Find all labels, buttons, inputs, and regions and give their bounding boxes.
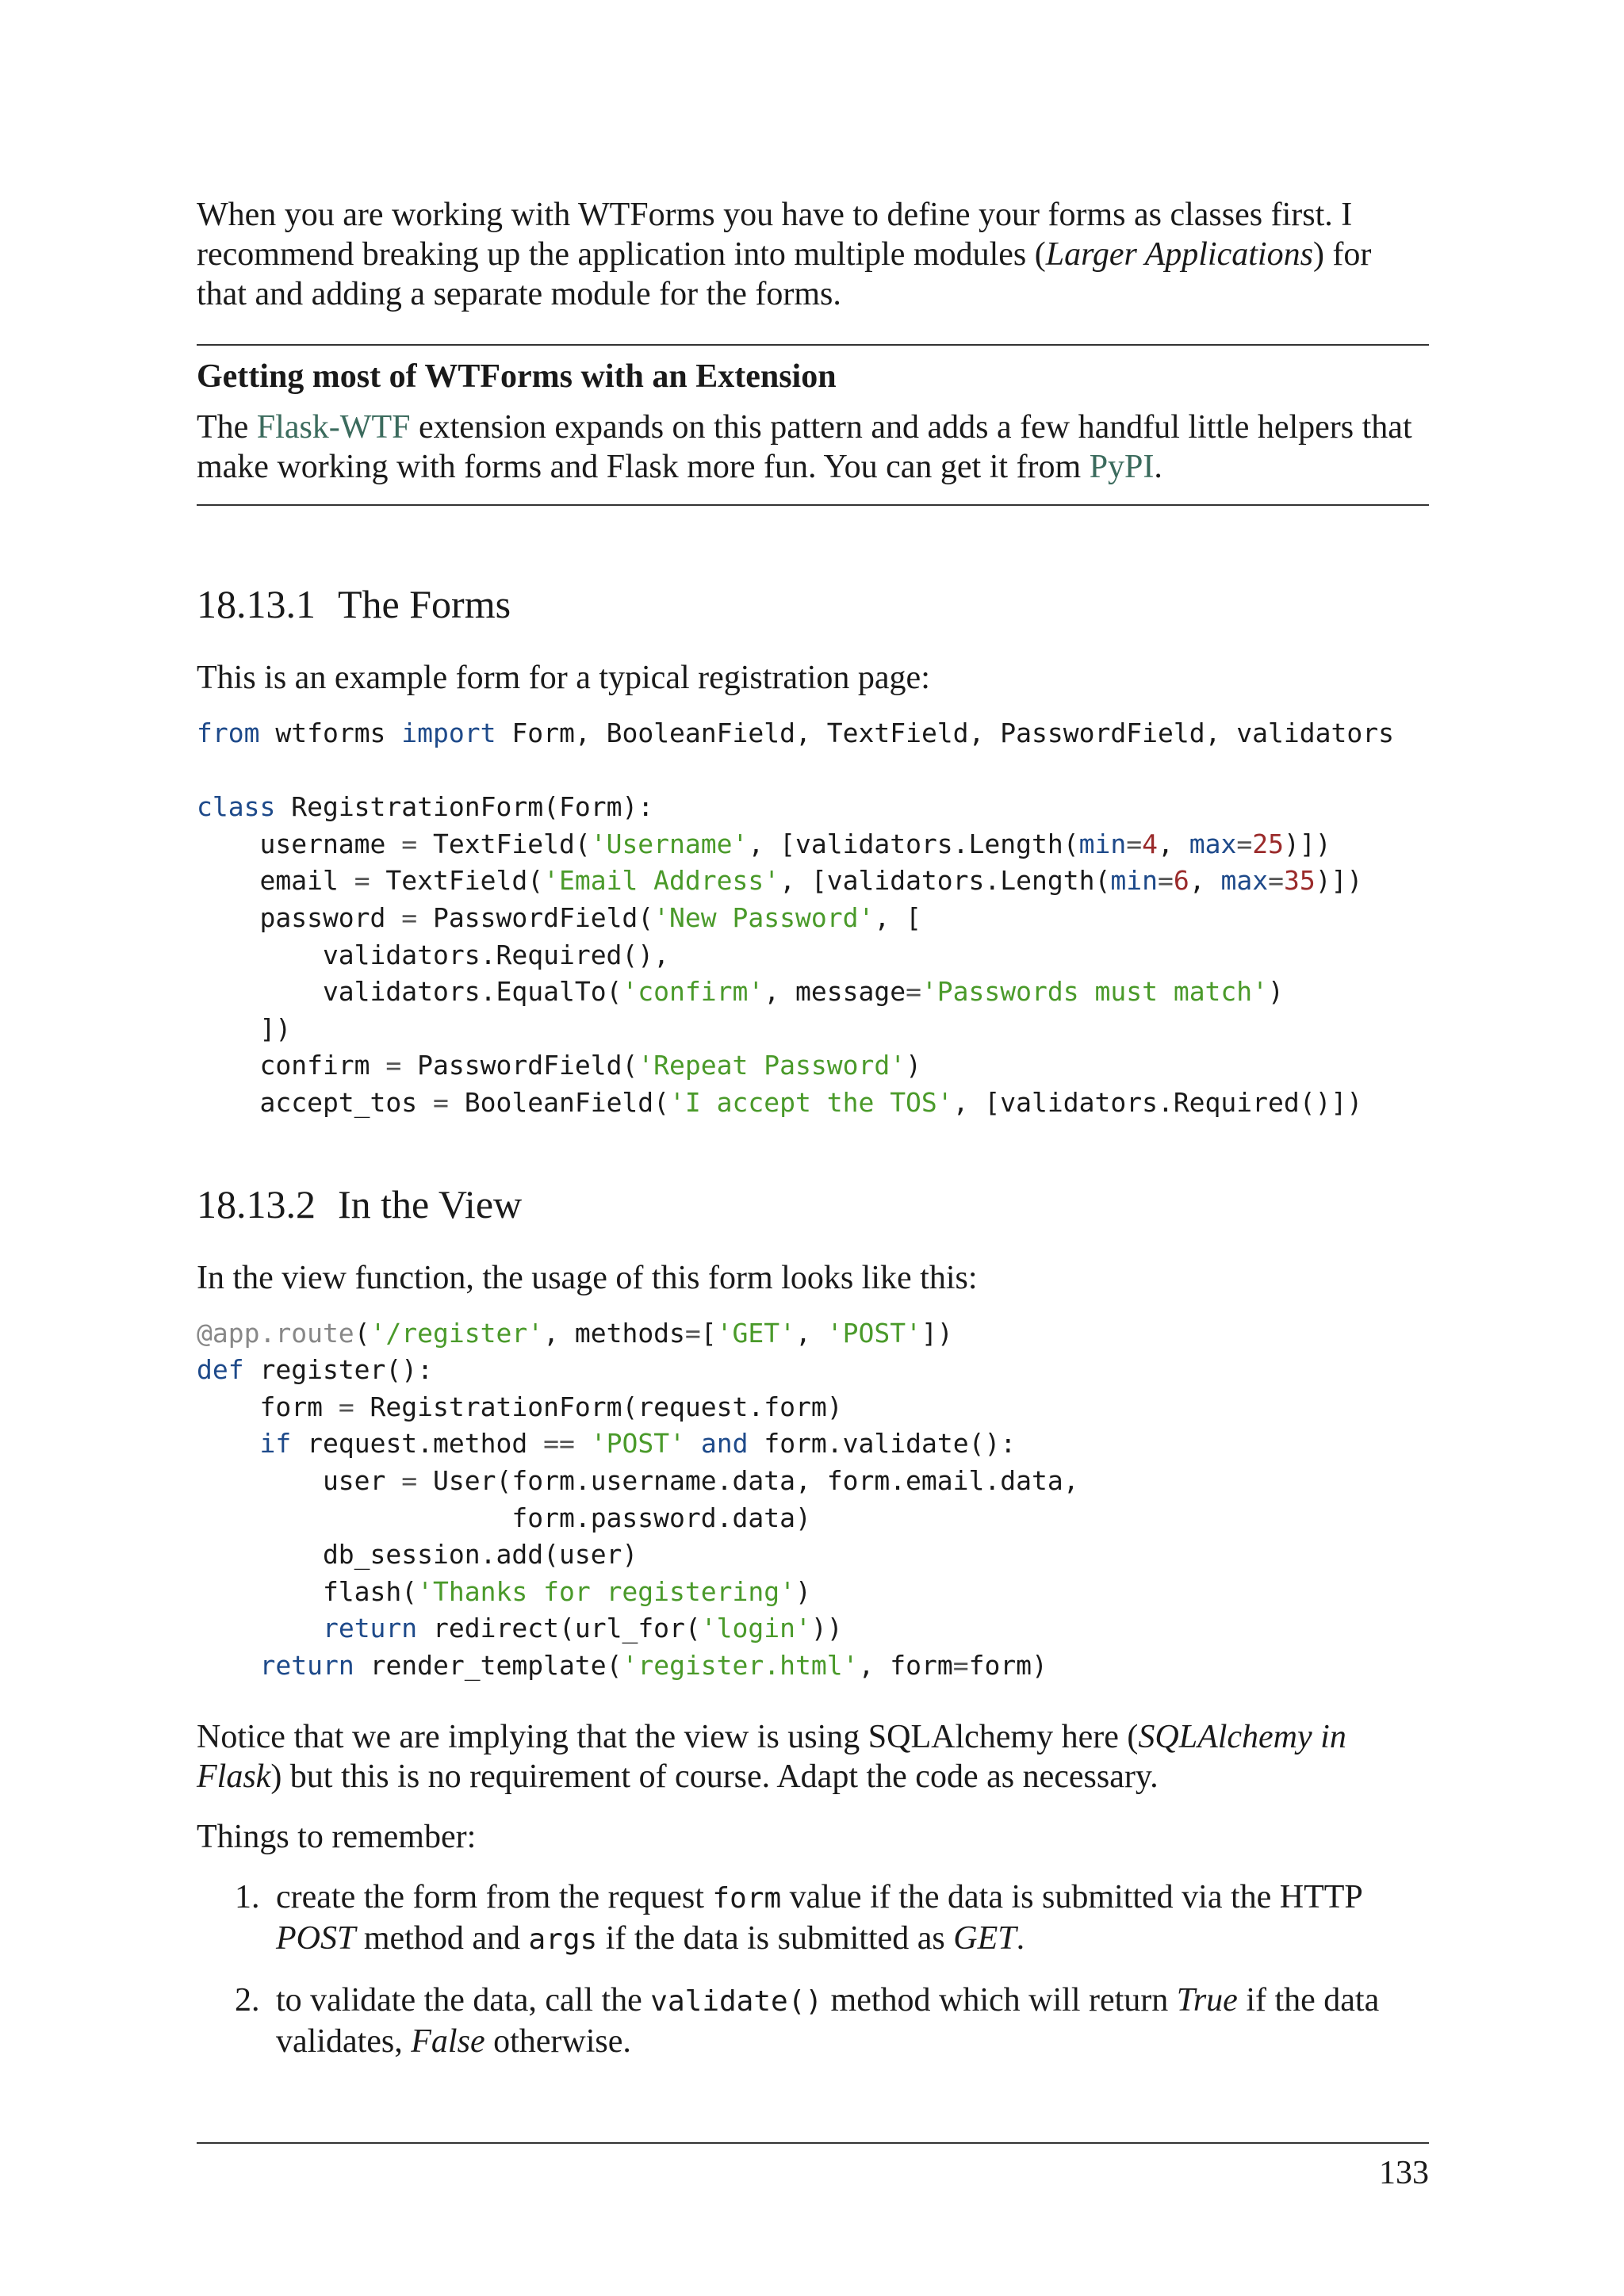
forms-intro: This is an example form for a typical registration page: <box>197 660 930 696</box>
sqlalchemy-ref[interactable]: SQLAlchemy in Flask <box>197 1719 1346 1796</box>
code-line: email = TextField('Email Address', [validators.Length(min=6, max=35)]) <box>197 865 1363 897</box>
code-line: accept_tos = BooleanField('I accept the TOS', [validators.Required()]) <box>197 1086 1363 1118</box>
code-line: return redirect(url_for('login')) <box>322 1613 843 1644</box>
larger-applications-ref[interactable]: Larger Applications <box>1045 236 1313 273</box>
page-number: 133 <box>1379 2155 1429 2191</box>
code-line: form.password.data) <box>197 1502 811 1533</box>
code-line: validators.EqualTo('confirm', message='Passwords must match') <box>197 976 1284 1008</box>
code-line: user = User(form.username.data, form.email.data, <box>197 1464 1079 1496</box>
code-line: def register(): <box>197 1354 434 1386</box>
footer-rule <box>197 2142 1429 2144</box>
code-line: confirm = PasswordField('Repeat Password') <box>197 1050 921 1081</box>
code-line: from wtforms import Form, BooleanField, TextField, PasswordField, validators <box>197 718 1394 748</box>
code-line: password = PasswordField('New Password', [ <box>197 901 921 933</box>
code-line: ]) <box>197 1012 292 1044</box>
flask-wtf-link[interactable]: Flask-WTF <box>256 409 411 446</box>
box-title: Getting most of WTForms with an Extension <box>197 358 837 395</box>
box-body: The Flask-WTF extension expands on this pattern and adds a few handful little helpers that make working with forms and Flask more fun. You can get it from PyPI. <box>197 409 1412 485</box>
code-line: if request.method == 'POST' and form.validate(): <box>259 1428 1017 1460</box>
code-block-forms <box>197 715 1429 1122</box>
notice-paragraph: Notice that we are implying that the view is using SQLAlchemy here (SQLAlchemy in Flask) but this is no requirement of course. Adapt the code as necessary. <box>197 1719 1346 1796</box>
page-content <box>197 195 1429 2082</box>
list-item: 1. create the form from the request form value if the data is submitted via the HTTP POST method and args if the data is submitted as GET. <box>235 1879 1362 1957</box>
code-line: return render_template('register.html', form=form) <box>259 1649 1048 1681</box>
code-line: db_session.add(user) <box>197 1539 638 1571</box>
section-heading-forms: 18.13.1 The Forms <box>197 582 511 626</box>
section-heading-view: 18.13.2 In the View <box>197 1181 523 1226</box>
code-line: flash('Thanks for registering') <box>197 1575 811 1607</box>
code-line: @app.route('/register', methods=['GET', 'POST']) <box>197 1317 953 1349</box>
box-bottom-rule <box>197 504 1429 506</box>
code-line: class RegistrationForm(Form): <box>197 791 654 823</box>
remember-list <box>197 1877 1429 2061</box>
pypi-link[interactable]: PyPI <box>1089 449 1155 485</box>
things-to-remember: Things to remember: <box>197 1819 477 1856</box>
code-block-view <box>197 1315 1429 1685</box>
code-line: username = TextField('Username', [validators.Length(min=4, max=25)]) <box>197 828 1331 859</box>
view-intro: In the view function, the usage of this form looks like this: <box>197 1259 978 1296</box>
list-item: 2. to validate the data, call the validate() method which will return True if the data validates, False otherwise. <box>235 1982 1380 2061</box>
box-top-rule <box>197 344 1429 346</box>
code-line: form = RegistrationForm(request.form) <box>197 1391 843 1422</box>
intro-paragraph: When you are working with WTForms you have to define your forms as classes first. I recommend breaking up the application into multiple modules (Larger Applications) for that and adding a separate module for the forms. <box>197 197 1372 312</box>
code-line: validators.Required(), <box>197 939 670 970</box>
